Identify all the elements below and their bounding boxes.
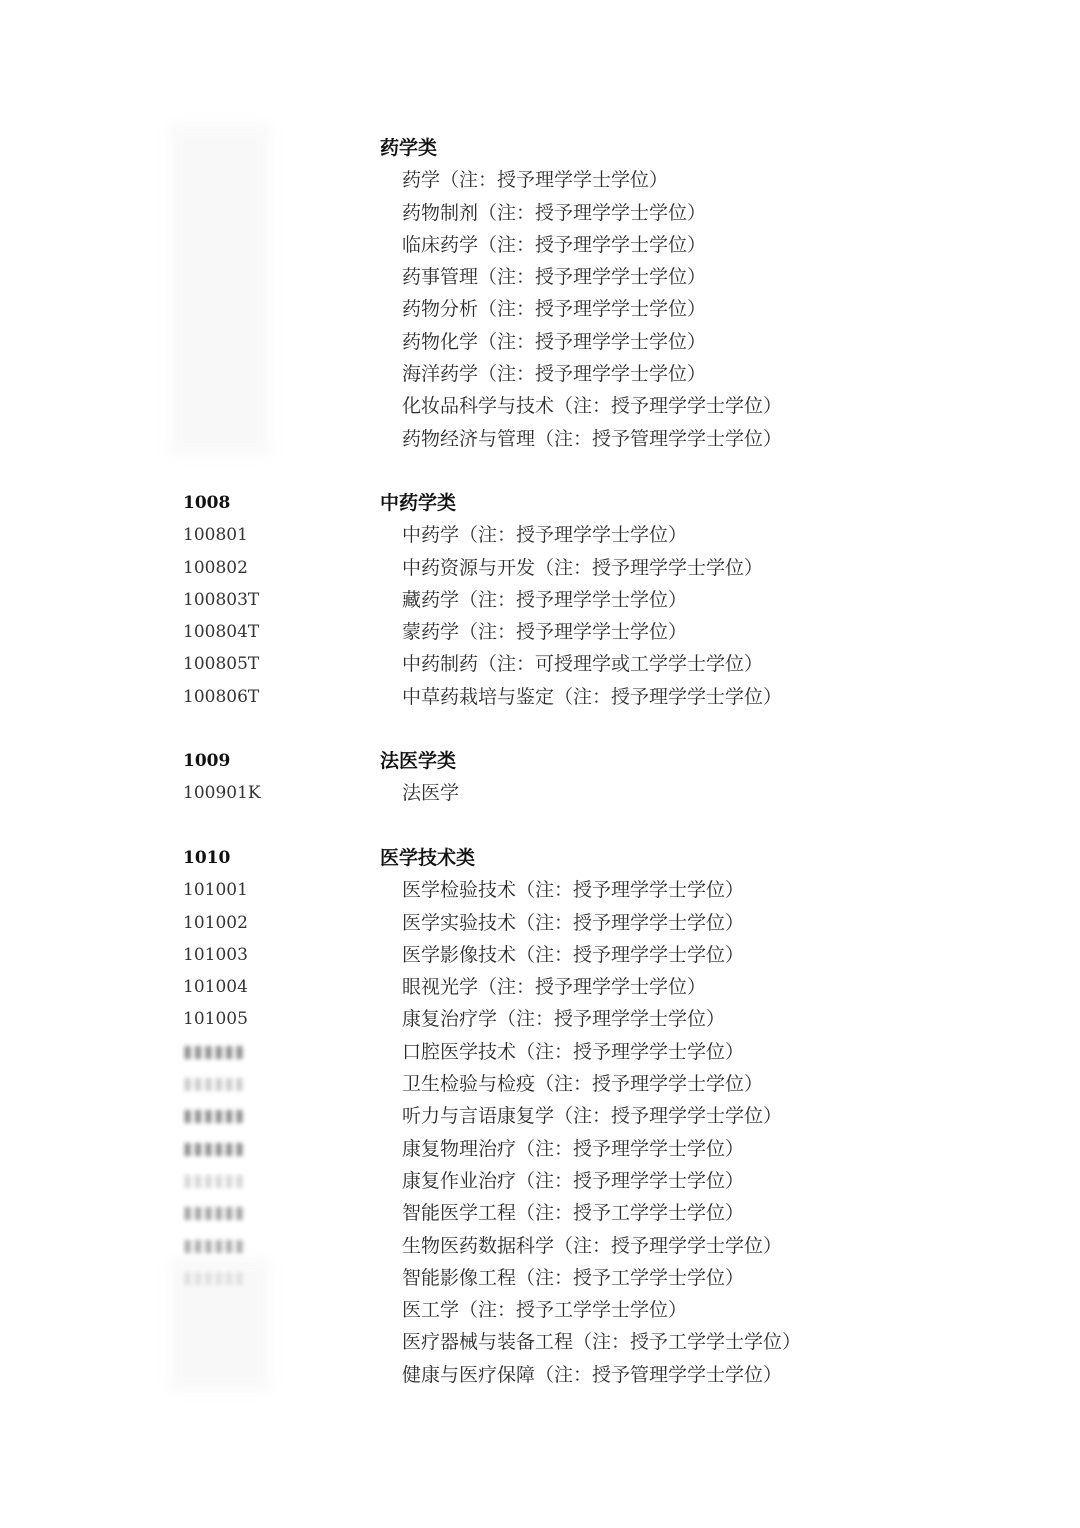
list-item [0, 648, 1080, 680]
list-item [0, 1197, 1080, 1229]
major-name: 医学检验技术（注：授予理学学士学位） [402, 879, 745, 902]
major-name: 药学（注：授予理学学士学位） [402, 169, 669, 192]
list-item [0, 261, 1080, 293]
major-name: 蒙药学（注：授予理学学士学位） [402, 621, 688, 644]
major-code: 100803T [183, 589, 260, 610]
major-name: 中药资源与开发（注：授予理学学士学位） [402, 556, 764, 579]
section-header [0, 842, 1080, 874]
major-name: 医疗器械与装备工程（注：授予工学学士学位） [402, 1331, 802, 1354]
major-code: 101004 [183, 977, 248, 998]
section-title: 医学技术类 [380, 847, 476, 869]
list-item [0, 939, 1080, 971]
section-header [0, 487, 1080, 519]
major-name: 化妆品科学与技术（注：授予理学学士学位） [402, 395, 783, 418]
blurred-code: ▮▮▮▮▮▮ [183, 1074, 246, 1095]
section-title: 中药学类 [380, 492, 457, 514]
major-name: 药物分析（注：授予理学学士学位） [402, 298, 707, 321]
major-name: 医工学（注：授予工学学士学位） [402, 1299, 688, 1322]
major-name: 药物制剂（注：授予理学学士学位） [402, 201, 707, 224]
major-name: 临床药学（注：授予理学学士学位） [402, 233, 707, 256]
major-name: 智能影像工程（注：授予工学学士学位） [402, 1266, 745, 1289]
list-item [0, 1036, 1080, 1068]
list-item [0, 1068, 1080, 1100]
section-code: 1009 [183, 751, 231, 771]
major-name: 药物经济与管理（注：授予管理学学士学位） [402, 427, 783, 450]
blurred-code: ▮▮▮▮▮▮ [183, 1235, 246, 1256]
major-code: 100801 [183, 525, 248, 546]
major-name: 康复作业治疗（注：授予理学学士学位） [402, 1169, 745, 1192]
list-item [0, 423, 1080, 455]
section-code: 1008 [183, 493, 231, 513]
major-code: 101001 [183, 880, 248, 901]
major-name: 药事管理（注：授予理学学士学位） [402, 266, 707, 289]
major-name: 卫生检验与检疫（注：授予理学学士学位） [402, 1073, 764, 1096]
major-name: 药物化学（注：授予理学学士学位） [402, 330, 707, 353]
list-item [0, 1262, 1080, 1294]
list-item [0, 1294, 1080, 1326]
list-item [0, 1326, 1080, 1358]
section-header [0, 132, 1080, 164]
section-title: 药学类 [380, 137, 438, 159]
section-chinese-medicine [0, 487, 1080, 713]
major-code: 100806T [183, 686, 260, 707]
major-name: 医学影像技术（注：授予理学学士学位） [402, 943, 745, 966]
list-item [0, 777, 1080, 809]
blurred-code: ▮▮▮▮▮▮ [183, 1138, 246, 1159]
list-item [0, 1359, 1080, 1391]
list-item [0, 971, 1080, 1003]
section-header [0, 745, 1080, 777]
blurred-code: ▮▮▮▮▮▮ [183, 1170, 246, 1191]
blurred-code: ▮▮▮▮▮▮ [183, 1041, 246, 1062]
major-name: 康复物理治疗（注：授予理学学士学位） [402, 1137, 745, 1160]
major-code: 100901K [183, 783, 261, 804]
major-name: 口腔医学技术（注：授予理学学士学位） [402, 1040, 745, 1063]
blurred-code: ▮▮▮▮▮▮ [183, 1267, 246, 1288]
list-item [0, 584, 1080, 616]
major-code: 100802 [183, 557, 248, 578]
list-item [0, 616, 1080, 648]
list-item [0, 1100, 1080, 1132]
major-code: 101005 [183, 1009, 248, 1030]
section-forensic-medicine [0, 745, 1080, 810]
section-code: 1010 [183, 848, 231, 868]
major-name: 法医学 [402, 782, 460, 805]
list-item [0, 358, 1080, 390]
list-item [0, 293, 1080, 325]
list-item [0, 681, 1080, 713]
major-name: 听力与言语康复学（注：授予理学学士学位） [402, 1105, 783, 1128]
major-name: 藏药学（注：授予理学学士学位） [402, 588, 688, 611]
major-code: 101003 [183, 944, 248, 965]
section-title: 法医学类 [380, 750, 457, 772]
major-name: 康复治疗学（注：授予理学学士学位） [402, 1008, 726, 1031]
list-item [0, 1165, 1080, 1197]
list-item [0, 907, 1080, 939]
major-code: 100804T [183, 622, 260, 643]
major-name: 眼视光学（注：授予理学学士学位） [402, 976, 707, 999]
list-item [0, 326, 1080, 358]
major-name: 医学实验技术（注：授予理学学士学位） [402, 911, 745, 934]
list-item [0, 229, 1080, 261]
list-item [0, 197, 1080, 229]
major-name: 中药学（注：授予理学学士学位） [402, 524, 688, 547]
major-name: 生物医药数据科学（注：授予理学学士学位） [402, 1234, 783, 1257]
list-item [0, 164, 1080, 196]
list-item [0, 552, 1080, 584]
list-item [0, 390, 1080, 422]
list-item [0, 1133, 1080, 1165]
section-pharmacy [0, 132, 1080, 455]
list-item [0, 1003, 1080, 1035]
major-name: 健康与医疗保障（注：授予管理学学士学位） [402, 1363, 783, 1386]
list-item [0, 874, 1080, 906]
blurred-code: ▮▮▮▮▮▮ [183, 1106, 246, 1127]
list-item [0, 519, 1080, 551]
major-name: 中草药栽培与鉴定（注：授予理学学士学位） [402, 685, 783, 708]
major-code: 100805T [183, 654, 260, 675]
major-code: 101002 [183, 912, 248, 933]
major-name: 海洋药学（注：授予理学学士学位） [402, 363, 707, 386]
major-name: 智能医学工程（注：授予工学学士学位） [402, 1202, 745, 1225]
blurred-code: ▮▮▮▮▮▮ [183, 1203, 246, 1224]
section-medical-technology [0, 842, 1080, 1391]
major-name: 中药制药（注：可授理学或工学学士学位） [402, 653, 764, 676]
list-item [0, 1230, 1080, 1262]
